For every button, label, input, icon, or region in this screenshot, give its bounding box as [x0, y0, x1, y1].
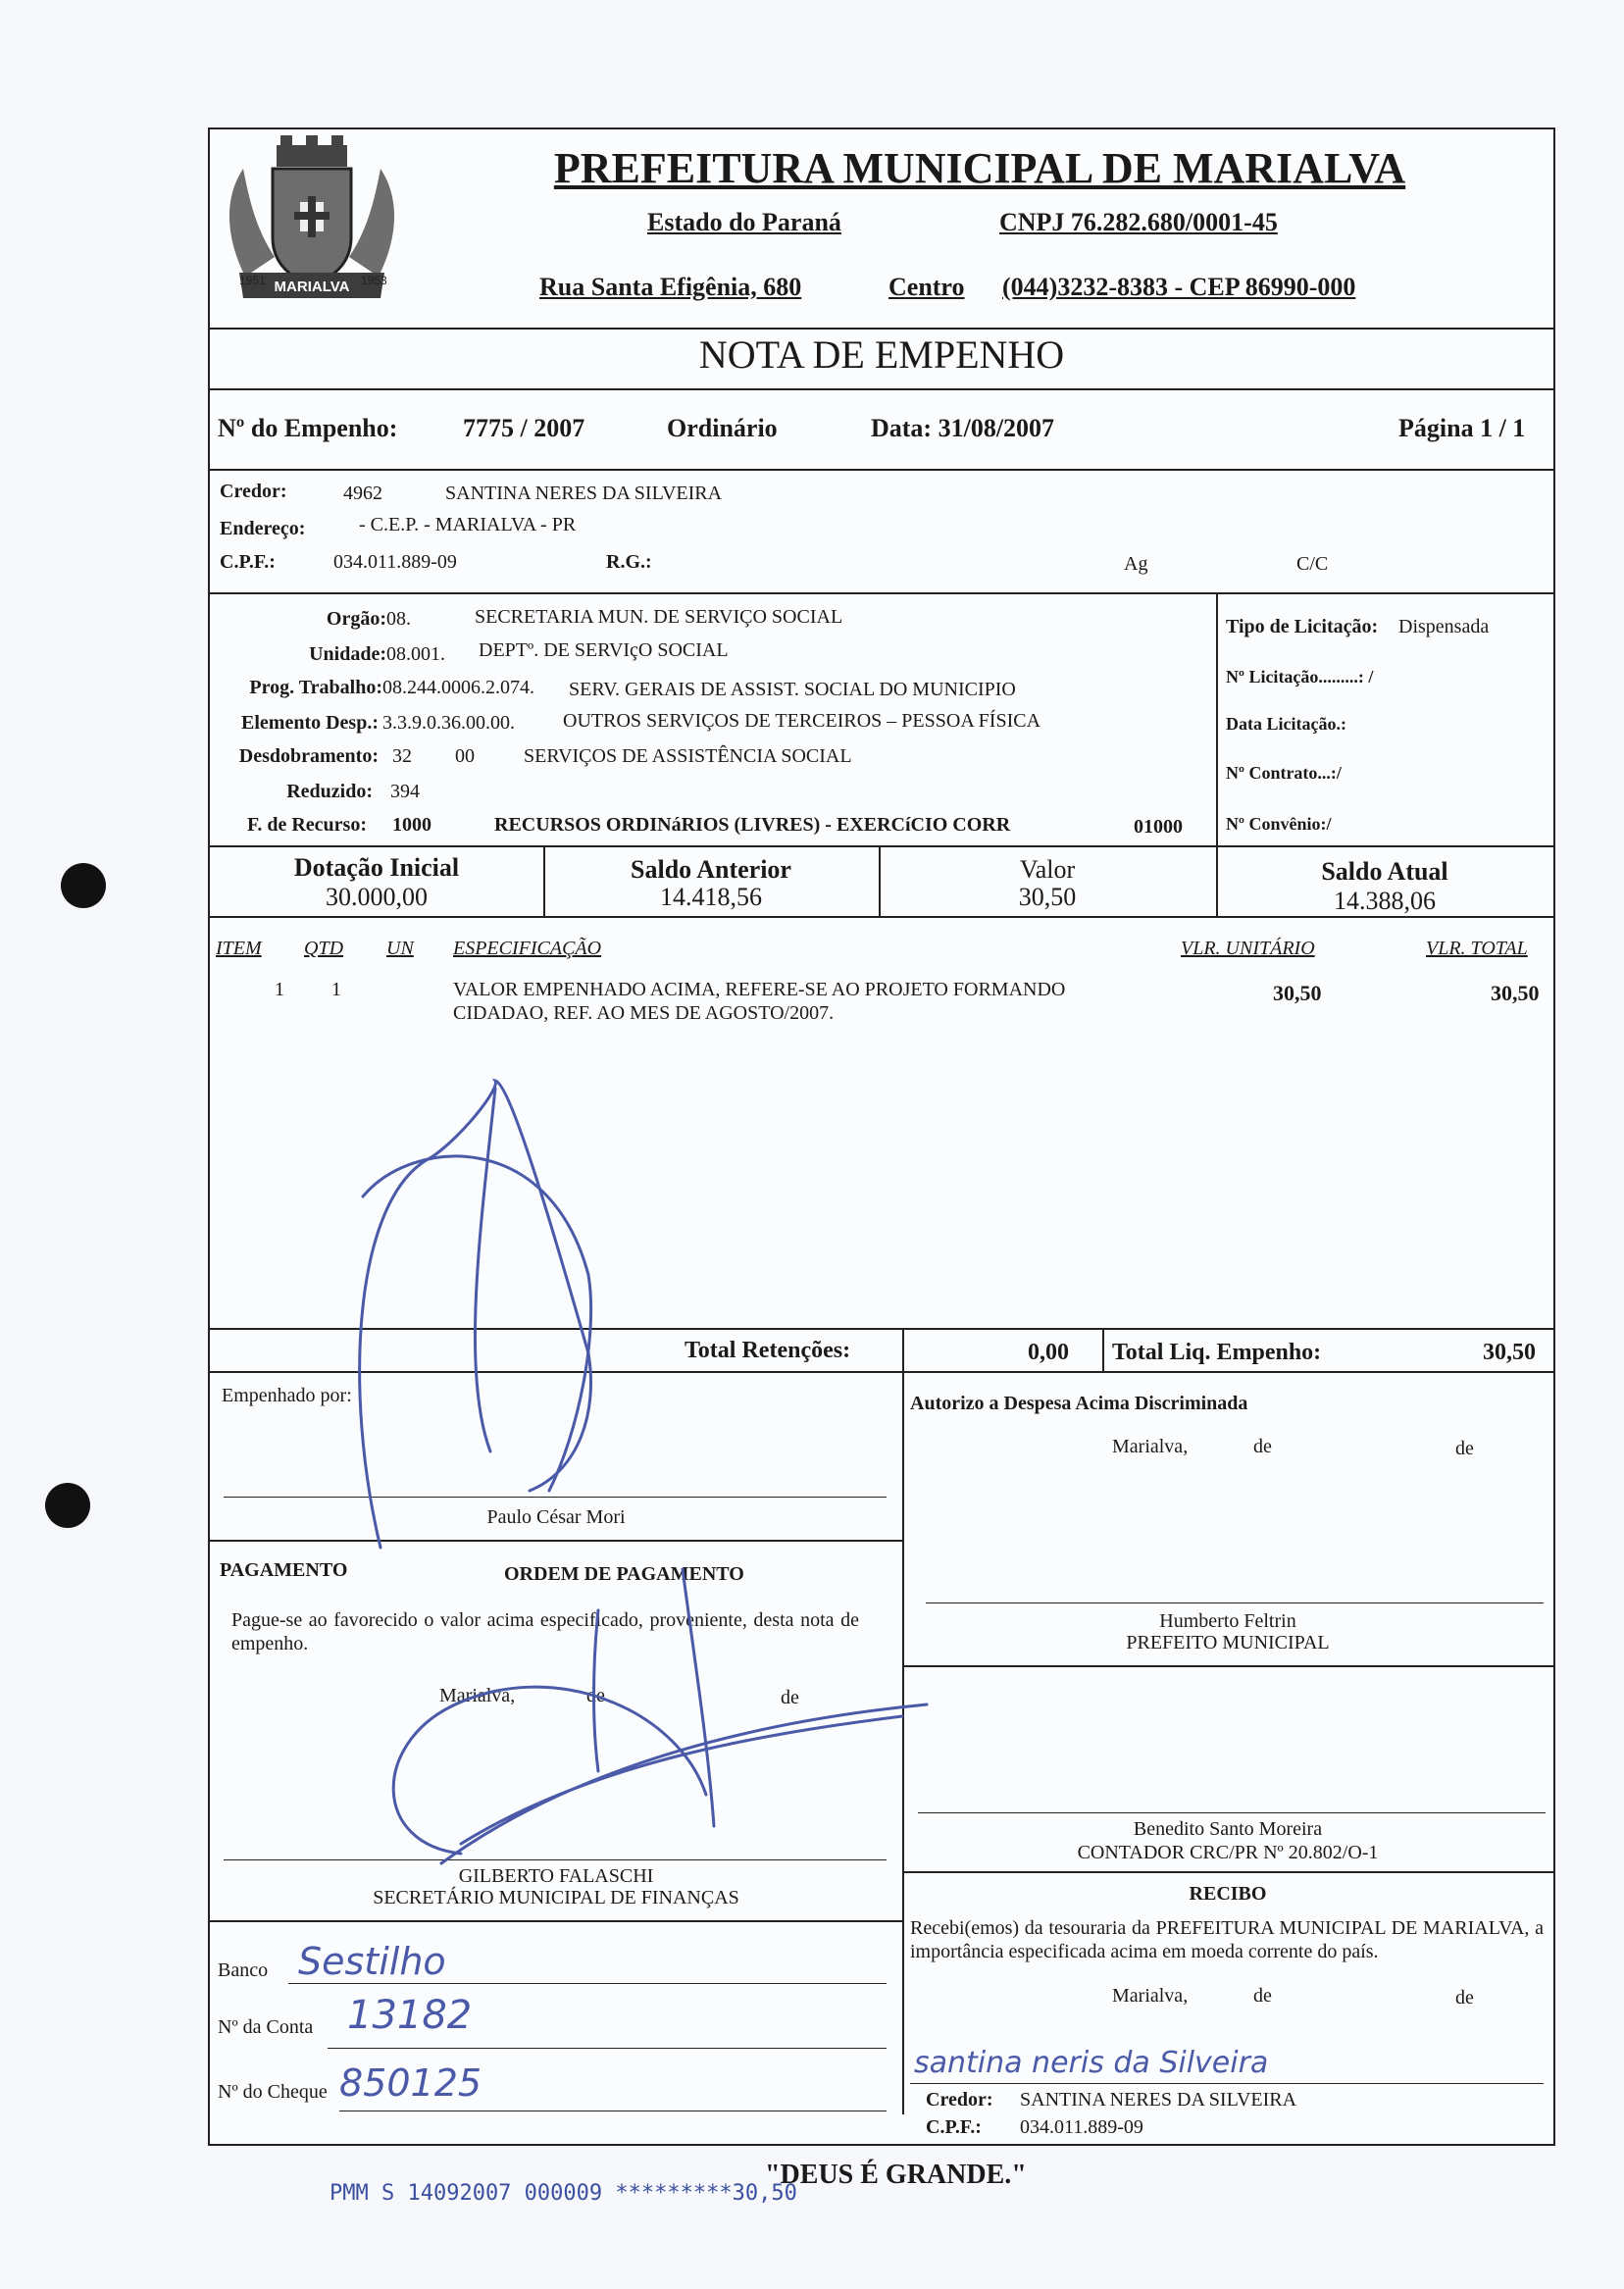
empenho-label: Nº do Empenho:: [218, 414, 398, 442]
autorizo-de1: de: [1253, 1436, 1272, 1457]
col-un: UN: [386, 938, 414, 959]
convenio-numero: Nº Convênio:/: [1226, 814, 1332, 834]
col-qtd: QTD: [304, 938, 344, 959]
elemento-label: Elemento Desp.:: [241, 712, 379, 734]
credor-address: - C.E.P. - MARIALVA - PR: [359, 514, 577, 535]
dotacao-value: 30.000,00: [326, 883, 428, 911]
item-desc-line1: VALOR EMPENHADO ACIMA, REFERE-SE AO PROJETO FORMANDO: [453, 979, 1066, 1000]
pagamento-text: Pague-se ao favorecido o valor acima especificado, proveniente, desta nota de empenho.: [231, 1609, 859, 1654]
contrato-numero: Nº Contrato...:/: [1226, 763, 1342, 783]
unidade-label: Unidade:: [309, 643, 386, 665]
pagamento-signature-loop: [393, 1687, 706, 1854]
unidade-code: 08.001.: [386, 643, 445, 665]
cheque-value: 850125: [339, 2061, 482, 2105]
desdobramento-label: Desdobramento:: [238, 745, 379, 767]
recibo-text: Recebi(emos) da tesouraria da PREFEITURA MUNICIPAL DE MARIALVA, a importância especificada acima em moeda corrente do país.: [910, 1917, 1544, 1962]
printer-stamp: PMM S 14092007 000009 *********30,50: [330, 2181, 797, 2206]
pagamento-signature-stem: [683, 1569, 714, 1826]
recibo-cpf: 034.011.889-09: [1020, 2116, 1143, 2138]
secretario-name: GILBERTO FALASCHI: [458, 1865, 654, 1887]
elemento-code: 3.3.9.0.36.00.00.: [382, 712, 515, 734]
ordem-pagamento: ORDEM DE PAGAMENTO: [504, 1563, 744, 1585]
orgao-desc: SECRETARIA MUN. DE SERVIÇO SOCIAL: [475, 606, 843, 628]
orgao-code: 08.: [386, 608, 411, 630]
orgao-label: Orgão:: [326, 608, 386, 630]
banco-value: Sestilho: [298, 1940, 446, 1983]
recibo-de2: de: [1455, 1987, 1474, 2009]
valor-label: Valor: [1019, 855, 1076, 884]
seal-year-right: 1953: [361, 274, 387, 287]
saldo-anterior-label: Saldo Anterior: [631, 855, 791, 884]
item-desc-line2: CIDADAO, REF. AO MES DE AGOSTO/2007.: [453, 1002, 835, 1024]
saldo-atual-label: Saldo Atual: [1321, 857, 1448, 886]
prefeito-name: Humberto Feltrin: [1159, 1610, 1296, 1632]
seal-banner-text: MARIALVA: [274, 279, 350, 295]
total-liq-label: Total Liq. Empenho:: [1112, 1340, 1322, 1365]
prefeito-role: PREFEITO MUNICIPAL: [1126, 1632, 1330, 1653]
desdobramento-code1: 32: [392, 745, 412, 767]
doc-title: NOTA DE EMPENHO: [698, 332, 1065, 377]
prefeitura-title: PREFEITURA MUNICIPAL DE MARIALVA: [553, 144, 1406, 192]
licitacao-tipo: Dispensada: [1398, 616, 1490, 637]
saldo-anterior-value: 14.418,56: [660, 883, 762, 911]
desdobramento-code2: 00: [455, 745, 475, 767]
address-label: Endereço:: [220, 518, 306, 539]
desdobramento-desc: SERVIÇOS DE ASSISTÊNCIA SOCIAL: [524, 745, 852, 767]
dotacao-label: Dotação Inicial: [293, 853, 460, 882]
credor-name: SANTINA NERES DA SILVEIRA: [445, 483, 723, 504]
page-number: Página 1 / 1: [1398, 414, 1526, 442]
footer-motto: "DEUS É GRANDE.": [765, 2160, 1027, 2190]
valor-value: 30,50: [1018, 883, 1077, 911]
pagamento-label: PAGAMENTO: [220, 1559, 348, 1581]
credor-code: 4962: [343, 483, 382, 504]
col-vlr-total: VLR. TOTAL: [1426, 938, 1528, 959]
prog-label: Prog. Trabalho:: [249, 677, 382, 698]
recurso-desc: RECURSOS ORDINáRIOS (LIVRES) - EXERCíCIO CORR: [494, 814, 1011, 836]
recibo-title: RECIBO: [1189, 1883, 1267, 1905]
conta-value: 13182: [347, 1993, 473, 2038]
item-number: 1: [275, 979, 284, 1000]
recibo-credor-label: Credor:: [926, 2089, 993, 2111]
unidade-desc: DEPTº. DE SERVIçO SOCIAL: [479, 639, 729, 661]
address: Rua Santa Efigênia, 680: [539, 273, 802, 301]
empenho-date: Data: 31/08/2007: [871, 414, 1055, 442]
pagamento-de1: de: [586, 1685, 605, 1706]
pagamento-city: Marialva,: [439, 1685, 516, 1706]
recibo-signature: santina neris da Silveira: [914, 2046, 1269, 2080]
contador-role: CONTADOR CRC/PR Nº 20.802/O-1: [1077, 1842, 1379, 1863]
district: Centro: [888, 273, 965, 301]
recibo-credor-name: SANTINA NERES DA SILVEIRA: [1020, 2089, 1297, 2111]
col-item: ITEM: [216, 938, 262, 959]
cnpj: CNPJ 76.282.680/0001-45: [999, 208, 1278, 236]
prog-code: 08.244.0006.2.074.: [382, 677, 534, 698]
autorizo-title: Autorizo a Despesa Acima Discriminada: [910, 1393, 1248, 1414]
item-qtd: 1: [331, 979, 341, 1000]
credor-label: Credor:: [220, 481, 287, 502]
empenhado-name: Paulo César Mori: [486, 1506, 626, 1528]
recurso-label: F. de Recurso:: [246, 814, 367, 836]
cpf-label: C.P.F.:: [220, 551, 276, 573]
empenhado-label: Empenhado por:: [222, 1385, 352, 1406]
total-retencoes-label: Total Retenções:: [685, 1338, 851, 1363]
contador-name: Benedito Santo Moreira: [1133, 1818, 1323, 1840]
seal-year-left: 1951: [239, 274, 266, 287]
recurso-code2: 01000: [1134, 816, 1183, 838]
ag-label: Ag: [1124, 553, 1148, 575]
empenhado-signature-loop: [363, 1156, 591, 1491]
saldo-atual-value: 14.388,06: [1334, 887, 1436, 915]
recibo-city: Marialva,: [1112, 1985, 1189, 2007]
item-vlr-total: 30,50: [1491, 981, 1540, 1005]
recibo-de1: de: [1253, 1985, 1272, 2007]
recibo-cpf-label: C.P.F.:: [926, 2116, 982, 2138]
licitacao-numero: Nº Licitação.........: /: [1226, 667, 1374, 687]
reduzido-label: Reduzido:: [286, 781, 373, 802]
cc-label: C/C: [1296, 553, 1329, 575]
autorizo-de2: de: [1455, 1438, 1474, 1459]
rg-label: R.G.:: [606, 551, 652, 573]
empenho-type: Ordinário: [667, 414, 778, 442]
cheque-label: Nº do Cheque: [218, 2081, 328, 2103]
licitacao-tipo-label: Tipo de Licitação:: [1226, 616, 1379, 637]
banco-label: Banco: [218, 1959, 269, 1981]
pagamento-de2: de: [781, 1687, 799, 1708]
elemento-desc: OUTROS SERVIÇOS DE TERCEIROS – PESSOA FÍSICA: [563, 710, 1041, 732]
estado: Estado do Paraná: [647, 208, 841, 236]
recurso-code: 1000: [392, 814, 431, 836]
col-especificacao: ESPECIFICAÇÃO: [453, 938, 602, 959]
pagamento-signature-hook: [594, 1610, 599, 1771]
reduzido-code: 394: [390, 781, 420, 802]
empenho-number: 7775 / 2007: [463, 414, 585, 442]
phone-cep: (044)3232-8383 - CEP 86990-000: [1002, 273, 1356, 301]
total-liq-value: 30,50: [1483, 1340, 1536, 1365]
pagamento-signature-sweep: [441, 1704, 927, 1863]
conta-label: Nº da Conta: [218, 2016, 314, 2038]
licitacao-data: Data Licitação.:: [1226, 714, 1346, 734]
credor-cpf: 034.011.889-09: [333, 551, 457, 573]
col-vlr-unitario: VLR. UNITÁRIO: [1181, 938, 1315, 959]
autorizo-city: Marialva,: [1112, 1436, 1189, 1457]
item-vlr-unitario: 30,50: [1273, 981, 1322, 1005]
secretario-role: SECRETÁRIO MUNICIPAL DE FINANÇAS: [373, 1887, 739, 1908]
total-retencoes-value: 0,00: [1028, 1340, 1069, 1365]
prog-desc: SERV. GERAIS DE ASSIST. SOCIAL DO MUNICIPIO: [569, 679, 1016, 700]
